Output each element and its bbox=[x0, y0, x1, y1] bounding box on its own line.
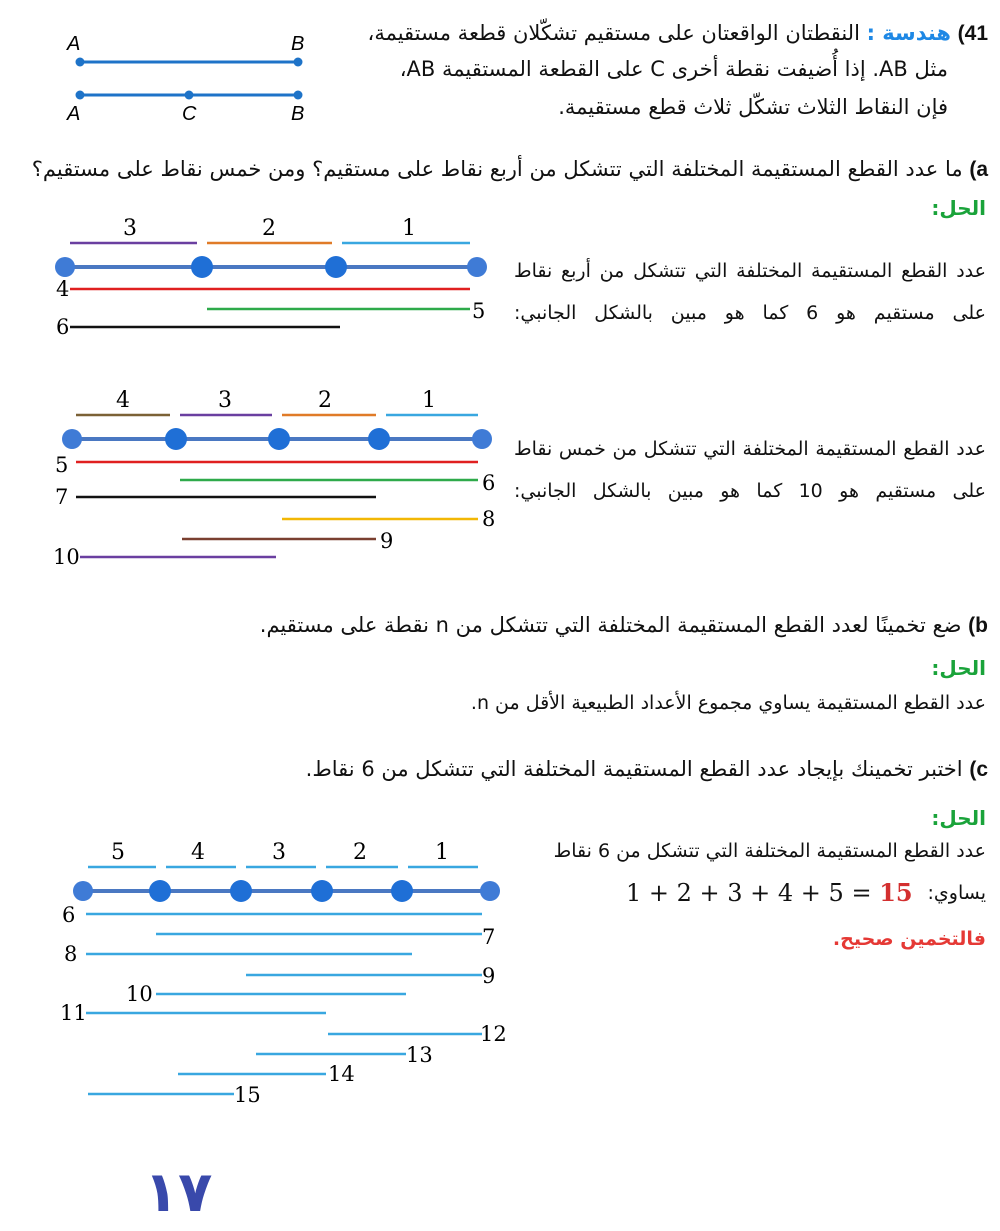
part-a-solution-label: الحل: bbox=[931, 196, 986, 220]
problem-statement-line-2: مثل AB. إذا أُضيفت نقطة أخرى C على القطعة المستقيمة AB، bbox=[399, 57, 948, 81]
label-b-bottom: B bbox=[291, 103, 305, 125]
problem-statement-line-1 bbox=[348, 16, 988, 51]
problem-text-1: النقطتان الواقعتان على مستقيم تشكّلان قطعة مستقيمة، bbox=[367, 21, 860, 45]
part-b-answer: عدد القطع المستقيمة يساوي مجموع الأعداد الطبيعية الأقل من n. bbox=[470, 692, 986, 714]
four-seg-label: 5 bbox=[472, 299, 486, 323]
part-c-letter: c) bbox=[969, 758, 988, 781]
four-seg-label: 6 bbox=[56, 315, 70, 339]
six-seg-label: 7 bbox=[482, 925, 496, 949]
equation-lhs: 1 + 2 + 3 + 4 + 5 = bbox=[626, 879, 872, 907]
part-c-equation bbox=[626, 878, 913, 907]
part-a-question-text: ما عدد القطع المستقيمة المختلفة التي تتشكل من أربع نقاط على مستقيم؟ ومن خمس نقاط على مستقيم؟ bbox=[31, 157, 963, 181]
part-c-solution-label: الحل: bbox=[931, 806, 986, 830]
five-seg-label: 7 bbox=[55, 485, 69, 509]
part-c-answer: عدد القطع المستقيمة المختلفة التي تتشكل من 6 نقاط يساوي: bbox=[553, 840, 986, 904]
part-b-question bbox=[2, 608, 988, 643]
six-seg-label: 9 bbox=[482, 964, 496, 988]
five-seg-label: 10 bbox=[53, 545, 80, 569]
four-top-label: 2 bbox=[262, 216, 276, 241]
six-top-label: 4 bbox=[191, 840, 205, 865]
part-a-answer-five: عدد القطع المستقيمة المختلفة التي تتشكل من خمس نقاط على مستقيم هو 10 كما هو مبين بالشكل الجانبي: bbox=[514, 438, 986, 502]
six-top-label: 2 bbox=[353, 840, 367, 865]
label-a-top: A bbox=[67, 33, 81, 55]
five-seg-label: 9 bbox=[380, 529, 394, 553]
six-seg-label: 8 bbox=[64, 942, 78, 966]
four-top-label: 3 bbox=[123, 216, 137, 241]
part-a-letter: a) bbox=[969, 158, 988, 181]
label-c-bottom: C bbox=[182, 103, 197, 125]
five-seg-label: 6 bbox=[482, 471, 496, 495]
intro-segment-figure bbox=[55, 22, 325, 132]
part-a-question bbox=[2, 152, 988, 187]
part-c-verdict: فالتخمين صحيح. bbox=[832, 928, 986, 950]
label-b-top: B bbox=[291, 33, 305, 55]
part-c-question-text: اختبر تخمينك بإيجاد عدد القطع المستقيمة المختلفة التي تتشكل من 6 نقاط. bbox=[305, 757, 963, 781]
six-top-label: 3 bbox=[272, 840, 286, 865]
problem-subject: هندسة : bbox=[866, 21, 951, 45]
four-seg-label: 4 bbox=[56, 277, 70, 301]
part-b-letter: b) bbox=[968, 614, 988, 637]
six-top-label: 1 bbox=[435, 840, 449, 865]
part-a-answer-four: عدد القطع المستقيمة المختلفة التي تتشكل من أربع نقاط على مستقيم هو 6 كما هو مبين بالشكل الجانبي: bbox=[514, 260, 986, 324]
six-seg-label: 11 bbox=[60, 1001, 87, 1025]
part-b-question-text: ضع تخمينًا لعدد القطع المستقيمة المختلفة التي تتشكل من n نقطة على مستقيم. bbox=[259, 613, 962, 637]
five-seg-label: 5 bbox=[55, 453, 69, 477]
part-c-question bbox=[2, 752, 988, 787]
figure-six-points bbox=[50, 830, 510, 1120]
five-top-label: 4 bbox=[116, 388, 130, 413]
equation-result: 15 bbox=[879, 878, 913, 907]
five-top-label: 2 bbox=[318, 388, 332, 413]
six-seg-label: 13 bbox=[406, 1043, 433, 1067]
six-seg-label: 6 bbox=[62, 903, 76, 927]
six-seg-label: 12 bbox=[480, 1022, 507, 1046]
page-number: ١٧ bbox=[144, 1160, 213, 1225]
label-a-bottom: A bbox=[67, 103, 81, 125]
problem-statement-line-3: فإن النقاط الثلاث تشكّل ثلاث قطع مستقيمة. bbox=[558, 95, 948, 119]
part-b-solution-label: الحل: bbox=[931, 656, 986, 680]
figure-four-points bbox=[50, 210, 500, 350]
four-top-label: 1 bbox=[402, 216, 416, 241]
figure-five-points bbox=[50, 380, 510, 570]
problem-number: 41) bbox=[957, 22, 988, 45]
five-top-label: 3 bbox=[218, 388, 232, 413]
six-seg-label: 14 bbox=[328, 1062, 355, 1086]
five-seg-label: 8 bbox=[482, 507, 496, 531]
five-top-label: 1 bbox=[422, 388, 436, 413]
six-seg-label: 10 bbox=[126, 982, 153, 1006]
six-top-label: 5 bbox=[111, 840, 125, 865]
six-seg-label: 15 bbox=[234, 1083, 261, 1107]
